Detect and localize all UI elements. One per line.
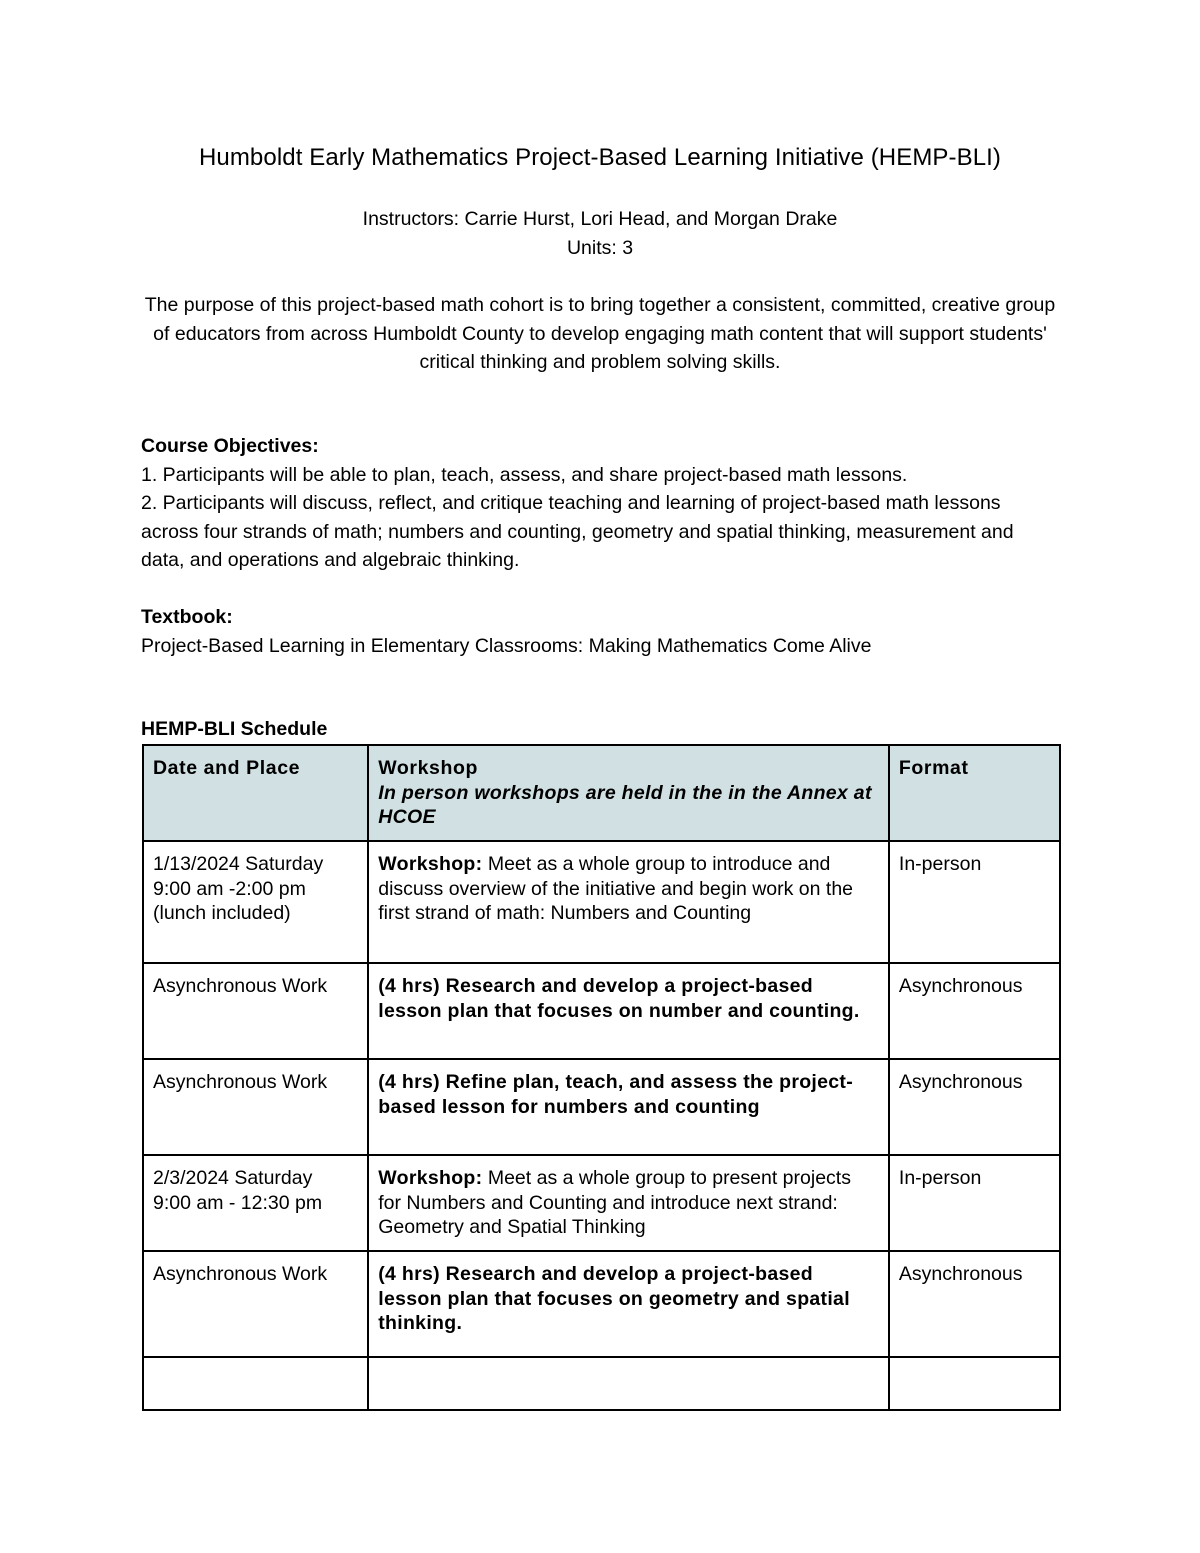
empty-table-row <box>143 1357 1060 1410</box>
table-row <box>143 1059 1060 1155</box>
workshop-cell <box>368 841 889 963</box>
table-row <box>143 1155 1060 1251</box>
header-date-place: Date and Place <box>143 745 368 841</box>
course-objectives <box>141 432 1061 575</box>
format-cell: In-person <box>889 841 1060 963</box>
date-place-cell <box>143 841 368 963</box>
date-line: 2/3/2024 Saturday <box>153 1167 313 1189</box>
empty-cell <box>143 1357 368 1410</box>
workshop-description: Meet as a whole group to introduce and discuss overview of the initiative and begin work on the first strand of math: Numbers and Counting <box>378 853 854 924</box>
textbook-title: Project-Based Learning in Elementary Classrooms: Making Mathematics Come Alive <box>141 634 872 657</box>
header-workshop-label: Workshop <box>378 757 479 779</box>
time-line: 9:00 am - 12:30 pm <box>153 1191 323 1214</box>
empty-cell <box>368 1357 889 1410</box>
date-place-cell: Asynchronous Work <box>143 1251 368 1357</box>
table-row <box>143 963 1060 1059</box>
purpose-paragraph: The purpose of this project-based math cohort is to bring together a consistent, committed, creative group of educators from across Humboldt County to develop engaging math content that will support students' critical thinking and problem solving skills. <box>144 294 1056 373</box>
date-line: 1/13/2024 Saturday <box>153 853 324 875</box>
objective-item-2: 2. Participants will discuss, reflect, and critique teaching and learning of project-based math lessons across four strands of math; numbers and counting, geometry and spatial thinking, measurement and data, and operations and algebraic thinking. <box>141 492 1014 571</box>
workshop-description: (4 hrs) Refine plan, teach, and assess the project-based lesson for numbers and counting <box>378 1071 854 1118</box>
table-row <box>143 1251 1060 1357</box>
empty-cell <box>889 1357 1060 1410</box>
workshop-cell <box>368 1155 889 1251</box>
format-cell: Asynchronous <box>889 1251 1060 1357</box>
textbook-heading: Textbook: <box>141 606 233 628</box>
note-line: (lunch included) <box>153 902 291 924</box>
header-workshop-note: In person workshops are held in the in the Annex at HCOE <box>378 781 872 828</box>
header-format: Format <box>889 745 1060 841</box>
workshop-label: Workshop: <box>378 1167 483 1189</box>
schedule-table <box>142 744 1061 1411</box>
schedule-title: HEMP-BLI Schedule <box>141 718 328 740</box>
workshop-description: (4 hrs) Research and develop a project-based lesson plan that focuses on geometry and spatial thinking. <box>378 1263 850 1334</box>
workshop-cell <box>368 963 889 1059</box>
document-title: Humboldt Early Mathematics Project-Based Learning Initiative (HEMP-BLI) <box>198 144 1002 171</box>
format-cell: Asynchronous <box>889 1059 1060 1155</box>
units-line: Units: 3 <box>566 237 634 259</box>
workshop-description: (4 hrs) Research and develop a project-based lesson plan that focuses on number and counting. <box>378 975 860 1022</box>
table-row <box>143 841 1060 963</box>
format-cell: Asynchronous <box>889 963 1060 1059</box>
objectives-heading: Course Objectives: <box>141 435 319 457</box>
date-place-cell: Asynchronous Work <box>143 1059 368 1155</box>
format-cell: In-person <box>889 1155 1060 1251</box>
objective-item-1: 1. Participants will be able to plan, teach, assess, and share project-based math lessons. <box>141 463 908 486</box>
workshop-cell <box>368 1059 889 1155</box>
textbook-section <box>141 603 1061 660</box>
workshop-label: Workshop: <box>378 853 483 875</box>
time-line: 9:00 am -2:00 pm <box>153 877 306 900</box>
workshop-cell <box>368 1251 889 1357</box>
date-place-cell <box>143 1155 368 1251</box>
header-workshop <box>368 745 889 841</box>
workshop-description: Meet as a whole group to present projects for Numbers and Counting and introduce next strand: Geometry and Spatial Thinking <box>378 1167 851 1238</box>
date-place-cell: Asynchronous Work <box>143 963 368 1059</box>
schedule-header-row <box>143 745 1060 841</box>
instructors-line: Instructors: Carrie Hurst, Lori Head, and Morgan Drake <box>362 208 838 230</box>
